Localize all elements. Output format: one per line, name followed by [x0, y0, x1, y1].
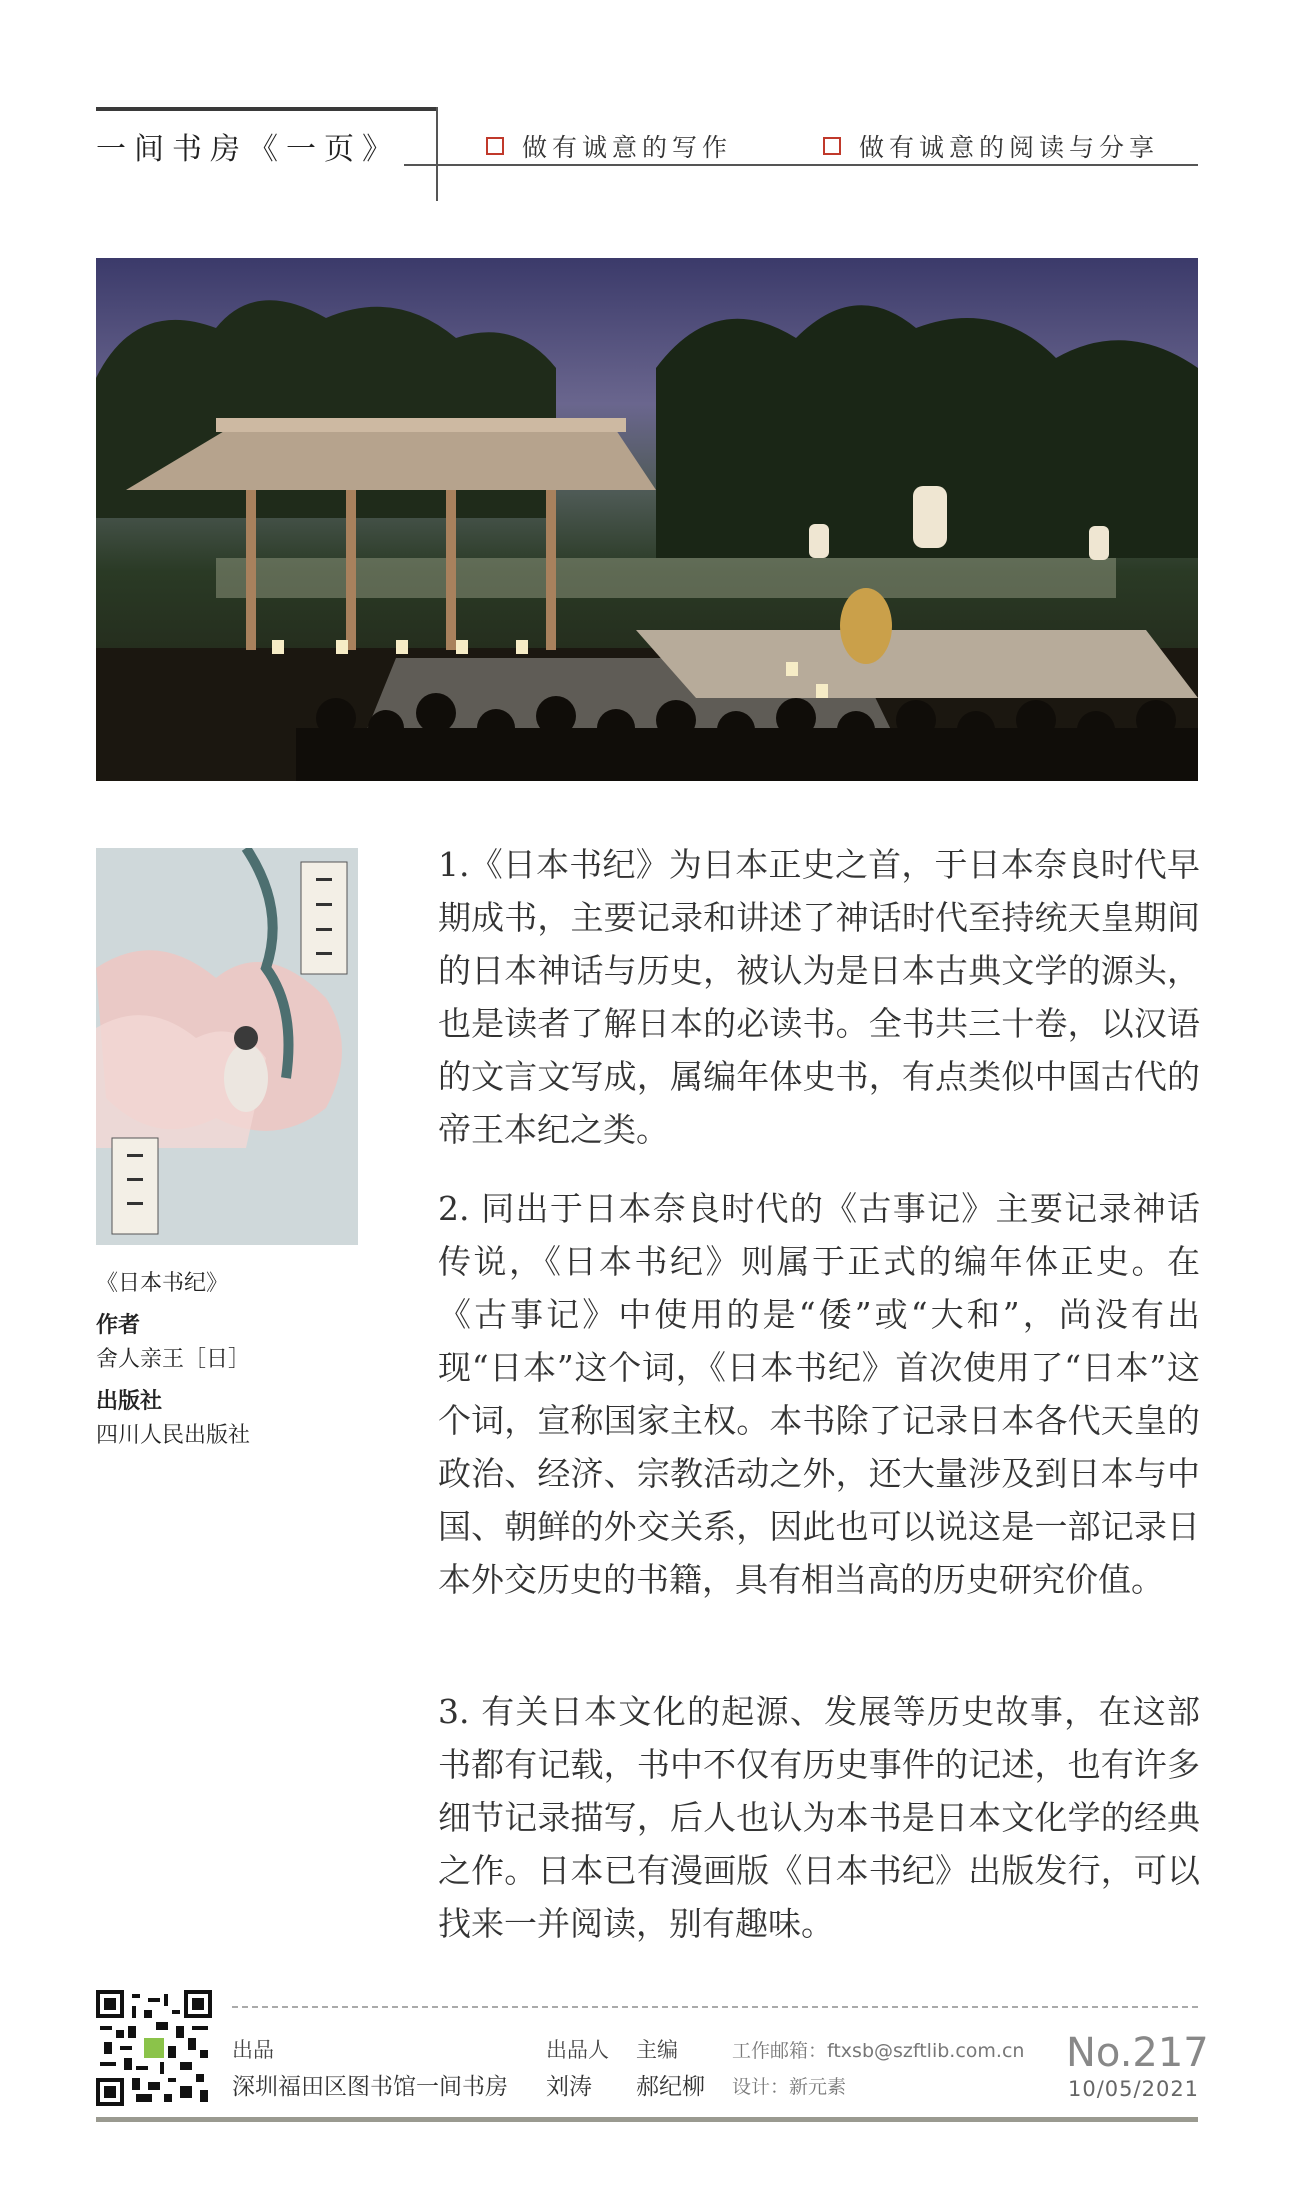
producer-name: 深圳福田区图书馆一间书房 — [232, 2074, 508, 2100]
publisher-person-name: 刘涛 — [546, 2074, 592, 2100]
publisher-label: 出版社 — [96, 1389, 163, 1414]
book-title: 《日本书纪》 — [96, 1271, 229, 1296]
header-divider — [404, 164, 1198, 166]
slogan-reading — [823, 128, 1159, 164]
issue-date: 10/05/2021 — [1068, 2077, 1200, 2101]
producer-label: 出品 — [232, 2038, 274, 2062]
footer-bottom-bar — [96, 2117, 1198, 2122]
qr-code-icon[interactable] — [96, 1990, 212, 2106]
paragraph-3: 3. 有关日本文化的起源、发展等历史故事，在这部书都有记载，书中不仅有历史事件的记述，也有许多细节记录描写，后人也认为本书是日本文化学的经典之作。日本已有漫画版《日本书纪》出版发行，可以找来一并阅读，别有趣味。 — [438, 1692, 1200, 1943]
header-top-bar — [96, 107, 438, 111]
publisher-person-label: 出品人 — [546, 2038, 609, 2062]
issue-number: No.217 — [1066, 2030, 1209, 2076]
editor-name: 郝纪柳 — [636, 2074, 705, 2100]
paragraph-1: 1.《日本书纪》为日本正史之首，于日本奈良时代早期成书，主要记录和讲述了神话时代至持统天皇期间的日本神话与历史，被认为是日本古典文学的源头，也是读者了解日本的必读书。全书共三十卷，以汉语的文言文写成，属编年体史书，有点类似中国古代的帝王本纪之类。 — [438, 845, 1200, 1149]
checkbox-icon — [823, 137, 841, 155]
paragraph-2: 2. 同出于日本奈良时代的《古事记》主要记录神话传说，《日本书纪》则属于正式的编年体正史。在《古事记》中使用的是“倭”或“大和”，尚没有出现“日本”这个词，《日本书纪》首次使用了“日本”这个词，宣称国家主权。本书除了记录日本各代天皇的政治、经济、宗教活动之外，还大量涉及到日本与中国、朝鲜的外交关系，因此也可以说这是一部记录日本外交历史的书籍，具有相当高的历史研究价值。 — [438, 1189, 1200, 1599]
publisher-name: 四川人民出版社 — [96, 1423, 251, 1448]
slogan-writing — [486, 128, 732, 164]
checkbox-icon — [486, 137, 504, 155]
slogan-reading-text: 做有诚意的阅读与分享 — [859, 133, 1160, 162]
hero-photo-noh-stage — [96, 258, 1198, 781]
contact-email[interactable]: 工作邮箱：ftxsb@szftlib.com.cn — [732, 2040, 1025, 2062]
book-cover-illustration — [96, 848, 358, 1245]
book-cover-image — [96, 848, 358, 1245]
editor-label: 主编 — [636, 2038, 678, 2062]
header-vertical-divider — [436, 107, 438, 201]
author-name: 舍人亲王［日］ — [96, 1347, 251, 1372]
footer-dashed-divider — [232, 2006, 1198, 2008]
design-credit: 设计：新元素 — [732, 2076, 847, 2098]
qr-code-graphic — [96, 1990, 212, 2106]
header-title: 一间书房《一页》 — [96, 132, 400, 167]
author-label: 作者 — [96, 1313, 141, 1338]
slogan-writing-text: 做有诚意的写作 — [522, 133, 733, 162]
hero-photo-illustration — [96, 258, 1198, 781]
